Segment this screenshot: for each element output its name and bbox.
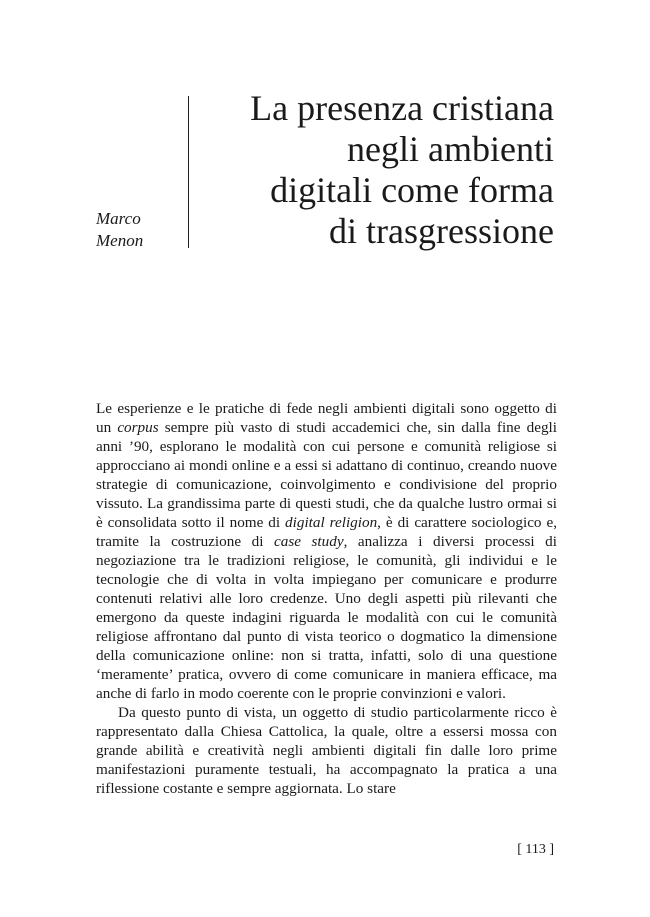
title-line: digitali come forma (270, 170, 554, 210)
article-title (174, 88, 554, 252)
italic-term: digital religion (285, 514, 378, 531)
paragraph (96, 399, 557, 703)
paragraph: Da questo punto di vista, un oggetto di studio particolarmente ricco è rappresentato dalla Chiesa Cattolica, la quale, oltre a essersi mossa con grande abilità e creatività negli ambienti digitali fin dalle loro prime manifestazioni puramente testuali, ha accompagnato la pratica a una riflessione costante e sempre aggiornata. Lo stare (96, 704, 557, 797)
article-body (96, 399, 557, 798)
italic-term: corpus (117, 419, 159, 436)
author-first-name: Marco (96, 209, 141, 228)
page-number: [ 113 ] (517, 842, 554, 857)
title-line: di trasgressione (329, 211, 554, 251)
italic-term: case study (273, 533, 344, 550)
title-line: negli ambienti (347, 129, 554, 169)
title-line: La presenza cristiana (250, 88, 554, 128)
author-name (96, 208, 143, 252)
text-run: , analizza i diversi processi di negoziazione tra le tradizioni religiose, le comunità, gli individui e le tecnologie che di volta in volta impiegano per comunicare e produrre contenuti relativi alle loro credenze. Uno degli aspetti più rilevanti che emergono da queste indagini riguarda le modalità con cui le comunità religiose affrontano dal punto di vista teorico o dogmatico la dimensione della comunicazione online: non si tratta, infatti, solo di una questione ‘meramente’ pratica, ovvero di come comunicare in maniera efficace, ma anche di farlo in modo coerente con le proprie convinzioni e valori. (96, 533, 557, 702)
text-run: sempre più vasto di studi accademici che, sin dalla fine degli anni ’90, esplorano le modalità con cui persone e comunità religiose si approcciano ai mondi online e a essi si adattano di continuo, creando nuove strategie di comunicazione, coinvolgimento e condivisione del proprio vissuto. La grandissima parte di questi studi, che da qualche lustro ormai si è consolidata sotto il nome di (96, 419, 558, 531)
text-run: Le esperienze e le pratiche di fede negli ambienti digitali sono oggetto di un (96, 400, 557, 436)
text-run: , è di carattere sociologico e, tramite la costruzione di (96, 514, 558, 550)
author-last-name: Menon (96, 231, 144, 250)
